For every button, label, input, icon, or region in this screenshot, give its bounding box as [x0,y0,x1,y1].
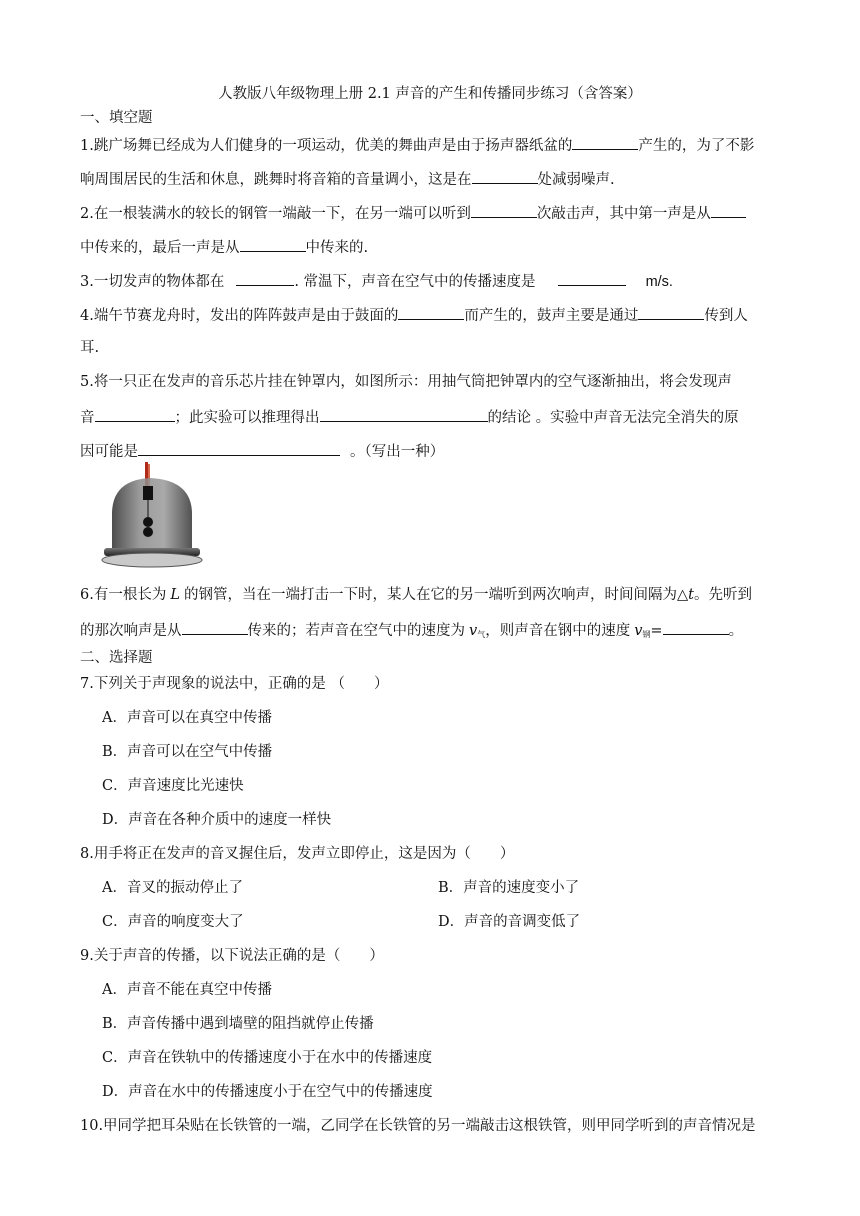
q3-text: . 常温下，声音在空气中的传播速度是 [294,274,536,290]
answer-blank[interactable] [638,304,704,320]
q6-v-symbol: v [469,623,478,639]
answer-blank[interactable] [240,236,306,252]
question-5-line-3 [80,440,444,462]
q5-text: 音 [80,410,95,426]
question-3 [80,270,673,292]
bell-jar-figure [100,462,204,572]
question-1-line-2 [80,168,615,190]
q6-air-subscript: 气 [477,630,486,639]
question-7-stem: 7.下列关于声现象的说法中，正确的是 （ ） [80,676,389,692]
q7-option-a[interactable]: A．声音可以在真空中传播 [102,710,272,726]
q6-text: 6.有一根长为 [80,587,167,603]
q6-text: 的那次响声是从 [80,623,182,639]
answer-blank[interactable] [320,406,488,422]
music-chip-bottom [143,527,153,537]
question-5-line-2 [80,406,739,428]
q1-text: 处减弱噪声. [537,172,615,188]
answer-blank[interactable] [663,619,729,635]
q8-option-c[interactable]: C．声音的响度变大了 [102,914,244,930]
q4-text: 传到人 [704,308,748,324]
stopper [143,486,153,500]
q8-option-b[interactable]: B．声音的速度变小了 [438,880,580,896]
q8-option-d[interactable]: D．声音的音调变低了 [438,914,581,930]
q6-text: 。 [728,623,744,639]
answer-blank[interactable] [472,168,538,184]
q6-text: ，则声音在钢中的速度 [485,623,631,639]
q6-text: 的钢管，当在一端打击一下时，某人在它的另一端听到两次响声，时间间隔为△ [183,587,689,603]
q7-option-c[interactable]: C．声音速度比光速快 [102,778,244,794]
answer-blank[interactable] [236,270,294,286]
q5-text: 的结论 。实验中声音无法完全消失的原 [487,410,739,426]
q6-steel-subscript: 钢 [642,630,651,639]
section-heading-fill-blank: 一、填空题 [80,110,153,126]
jar-base-rim [102,553,202,567]
q2-text: 中传来的. [305,240,369,256]
question-2-line-1 [80,202,746,224]
q2-text: 次敲击声，其中第一声是从 [536,206,711,222]
q6-v-symbol: v [634,623,643,639]
answer-blank[interactable] [471,202,537,218]
page-title: 人教版八年级物理上册 2.1 声音的产生和传播同步练习（含答案） [218,86,642,102]
q9-option-a[interactable]: A．声音不能在真空中传播 [102,982,272,998]
answer-blank[interactable] [398,304,464,320]
question-6-line-1 [80,585,752,605]
q1-text: 产生的，为了不影 [638,138,755,154]
question-4-line-2: 耳. [80,340,100,356]
q5-text: 因可能是 [80,444,138,460]
answer-blank[interactable] [182,619,248,635]
q7-option-d[interactable]: D．声音在各种介质中的速度一样快 [102,812,332,828]
q2-text: 中传来的，最后一声是从 [80,240,240,256]
answer-blank[interactable] [558,270,626,286]
q6-text: = [650,623,663,639]
question-10-stem: 10.甲同学把耳朵贴在长铁管的一端，乙同学在长铁管的另一端敲击这根铁管，则甲同学听到的声音情况是 [80,1118,756,1134]
q5-text: ；此实验可以推理得出 [174,410,320,426]
q6-length-symbol: L [170,587,180,603]
answer-blank[interactable] [138,440,340,456]
question-6-line-2 [80,619,743,645]
q3-unit: m/s. [645,274,673,290]
q6-text: 传来的；若声音在空气中的速度为 [247,623,465,639]
answer-blank[interactable] [95,406,175,422]
answer-blank[interactable] [572,134,638,150]
section-heading-choice: 二、选择题 [80,650,153,666]
question-1-line-1 [80,134,754,156]
q9-option-c[interactable]: C．声音在铁轨中的传播速度小于在水中的传播速度 [102,1050,433,1066]
question-9-stem: 9.关于声音的传播，以下说法正确的是（ ） [80,948,384,964]
q6-text: 。先听到 [693,587,752,603]
q1-text: 1.跳广场舞已经成为人们健身的一项运动，优美的舞曲声是由于扬声器纸盆的 [80,138,573,154]
question-2-line-2 [80,236,368,258]
q9-option-b[interactable]: B．声音传播中遇到墙壁的阻挡就停止传播 [102,1016,374,1032]
music-chip [143,517,153,527]
q1-text: 响周围居民的生活和休息，跳舞时将音箱的音量调小，这是在 [80,172,472,188]
q2-text: 2.在一根装满水的较长的钢管一端敲一下，在另一端可以听到 [80,206,471,222]
q5-text: 。（写出一种） [350,444,445,460]
q4-text: 而产生的，鼓声主要是通过 [464,308,639,324]
q7-option-b[interactable]: B．声音可以在空气中传播 [102,744,273,760]
q4-text: 4.端午节赛龙舟时，发出的阵阵鼓声是由于鼓面的 [80,308,399,324]
question-4-line-1 [80,304,748,326]
q3-text: 3.一切发声的物体都在 [80,274,225,290]
q6-time-symbol: t [688,587,694,603]
question-5-line-1: 5.将一只正在发声的音乐芯片挂在钟罩内，如图所示：用抽气筒把钟罩内的空气逐渐抽出，将会发现声 [80,374,732,390]
question-8-stem: 8.用手将正在发声的音叉握住后，发声立即停止，这是因为（ ） [80,846,515,862]
answer-blank[interactable] [711,202,746,218]
q9-option-d[interactable]: D．声音在水中的传播速度小于在空气中的传播速度 [102,1084,433,1100]
q8-option-a[interactable]: A．音叉的振动停止了 [102,880,243,896]
